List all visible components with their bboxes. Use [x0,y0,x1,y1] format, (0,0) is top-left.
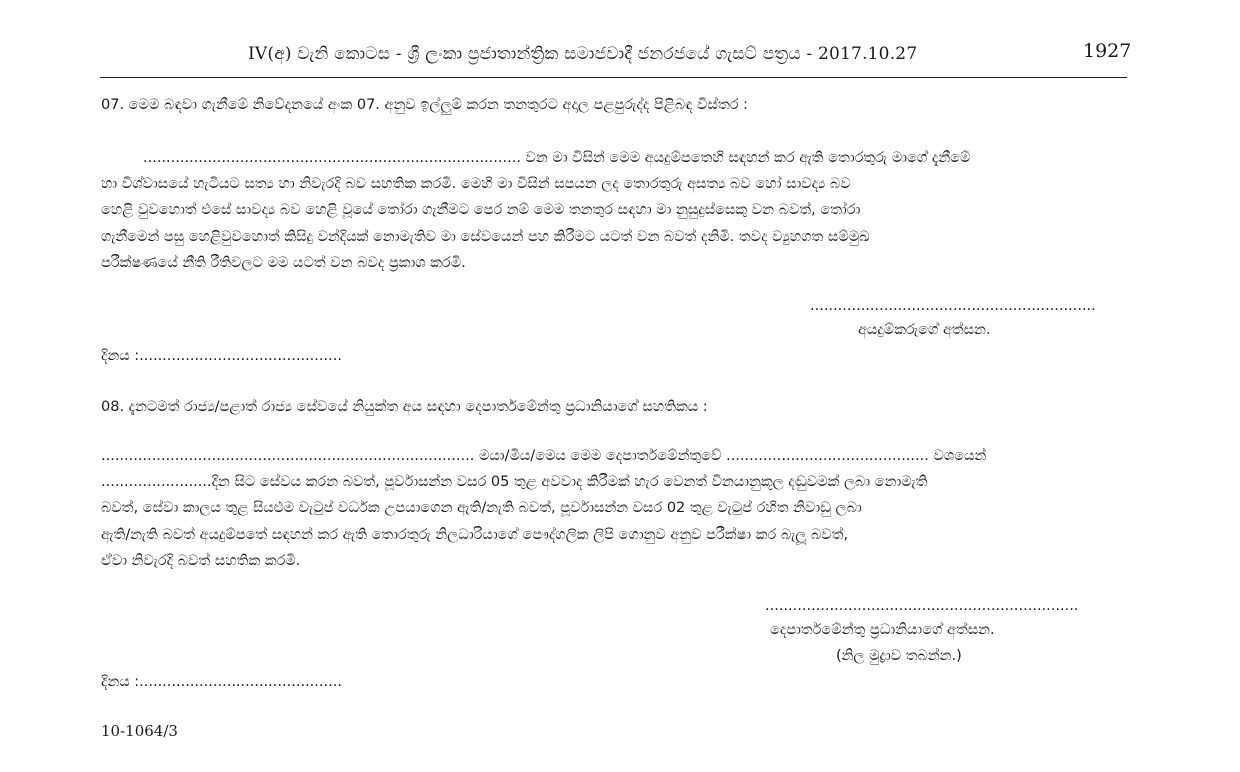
certificate-line: ........................දින සිට සේවය කරන බවත්, පූර්වාසන්න වසර 05 තුළ අවවාද කිරීමක් හැර වෙනත් විනයානුකූල දඬුවමක් ලබා නොමැති [101,474,928,491]
header-divider [100,77,1127,78]
declaration-line: .................................................................................. වන මා විසින් මෙම අයදුම්පතෙහි සඳහන් කර ඇති තොරතුරු මාගේ දැනීමේ [143,150,971,166]
certificate-line: ඇති/නැති බවත් අයදුම්පතේ සඳහන් කර ඇති තොරතුරු නිලධාරියාගේ පෞද්ගලික ලිපි ගොනුව අනුව පරීක්ෂා කර බැලූ බවත්, [101,526,849,543]
certificate-line: ................................................................................. මයා/මිය/මෙය මෙම දෙපාර්තමේන්තුවේ ............................................ වශයෙන් [101,448,987,464]
certificate-line: ඒවා නිවැරදි බවත් සහතික කරමි. [101,552,301,569]
section-07-date-field: දිනය :............................................ [101,348,342,364]
gazette-header-title: IV(අ) වැනි කොටස - ශ්‍රී ලංකා ප්‍රජාතාන්ත්‍රික සමාජවාදී ජනරජයේ ගැසට් පත්‍රය - 2017.10.27 [248,44,918,64]
declaration-line: හා විශ්වාසයේ හැටියට සත්‍ය හා නිවැරදි බව සහතික කරමි. මෙහි මා විසින් සපයන ලද තොරතුරු අසත්‍ය බව හෝ සාවද්‍ය බව [101,176,851,193]
applicant-signature-label: අයදුම්කරුගේ අත්සන. [858,322,991,338]
certificate-line: බවත්, සේවා කාලය තුළ සියළුම වැටුප් වර්ධක උපයාගෙන ඇති/නැති බවත්, පූර්වාසන්න වසර 02 තුළ වැටුප් රහිත නිවාඩු ලබා [101,500,862,517]
declaration-line: පරීක්ෂණයේ නීති රීතිවලට මම යටත් වන බවද ප්‍රකාශ කරමි. [101,254,466,271]
head-signature-label: දෙපාර්තමේන්තු ප්‍රධානියාගේ අත්සන. [770,622,995,638]
section-08-date-field: දිනය :............................................ [101,674,342,690]
document-reference: 10-1064/3 [101,722,178,740]
section-07-declaration [101,145,1127,276]
section-07-title: 07. මෙම බඳවා ගැනීමේ නිවේදනයේ අංක 07. අනුව ඉල්ලුම් කරන තනතුරට අදාල පළපුරුද්ද පිළිබඳ විස්තර : [101,97,749,113]
declaration-line: ගැනීමෙන් පසු හෙළිවුවහොත් කිසිදු වන්දියක් නොමැතිව මා සේවයෙන් පහ කිරීමට යටත් වන බවත් දනිමි. තවද ව්‍යුහගත සම්මුඛ [101,228,870,245]
official-stamp-note: (නිල මුද්‍රාව තබන්න.) [836,648,962,664]
section-08-certificate [101,443,1127,574]
section-08-title: 08. දැනටමත් රාජ්‍ය/පළාත් රාජ්‍ය සේවයේ නියුක්ත අය සඳහා දෙපාර්තමේන්තු ප්‍රධානියාගේ සහතිකය : [101,399,708,415]
declaration-line: හෙළි වුවහොත් එසේ සාවද්‍ය බව හෙළි වූයේ තෝරා ගැනීමට පෙර නම් මෙම තනතුර සඳහා මා නුසුදුස්සෙකු වන බවත්, තෝරා [101,202,861,219]
page-number: 1927 [1083,40,1132,62]
applicant-signature-line: .............................................................. [810,298,1096,314]
head-signature-line: .................................................................... [765,598,1079,614]
